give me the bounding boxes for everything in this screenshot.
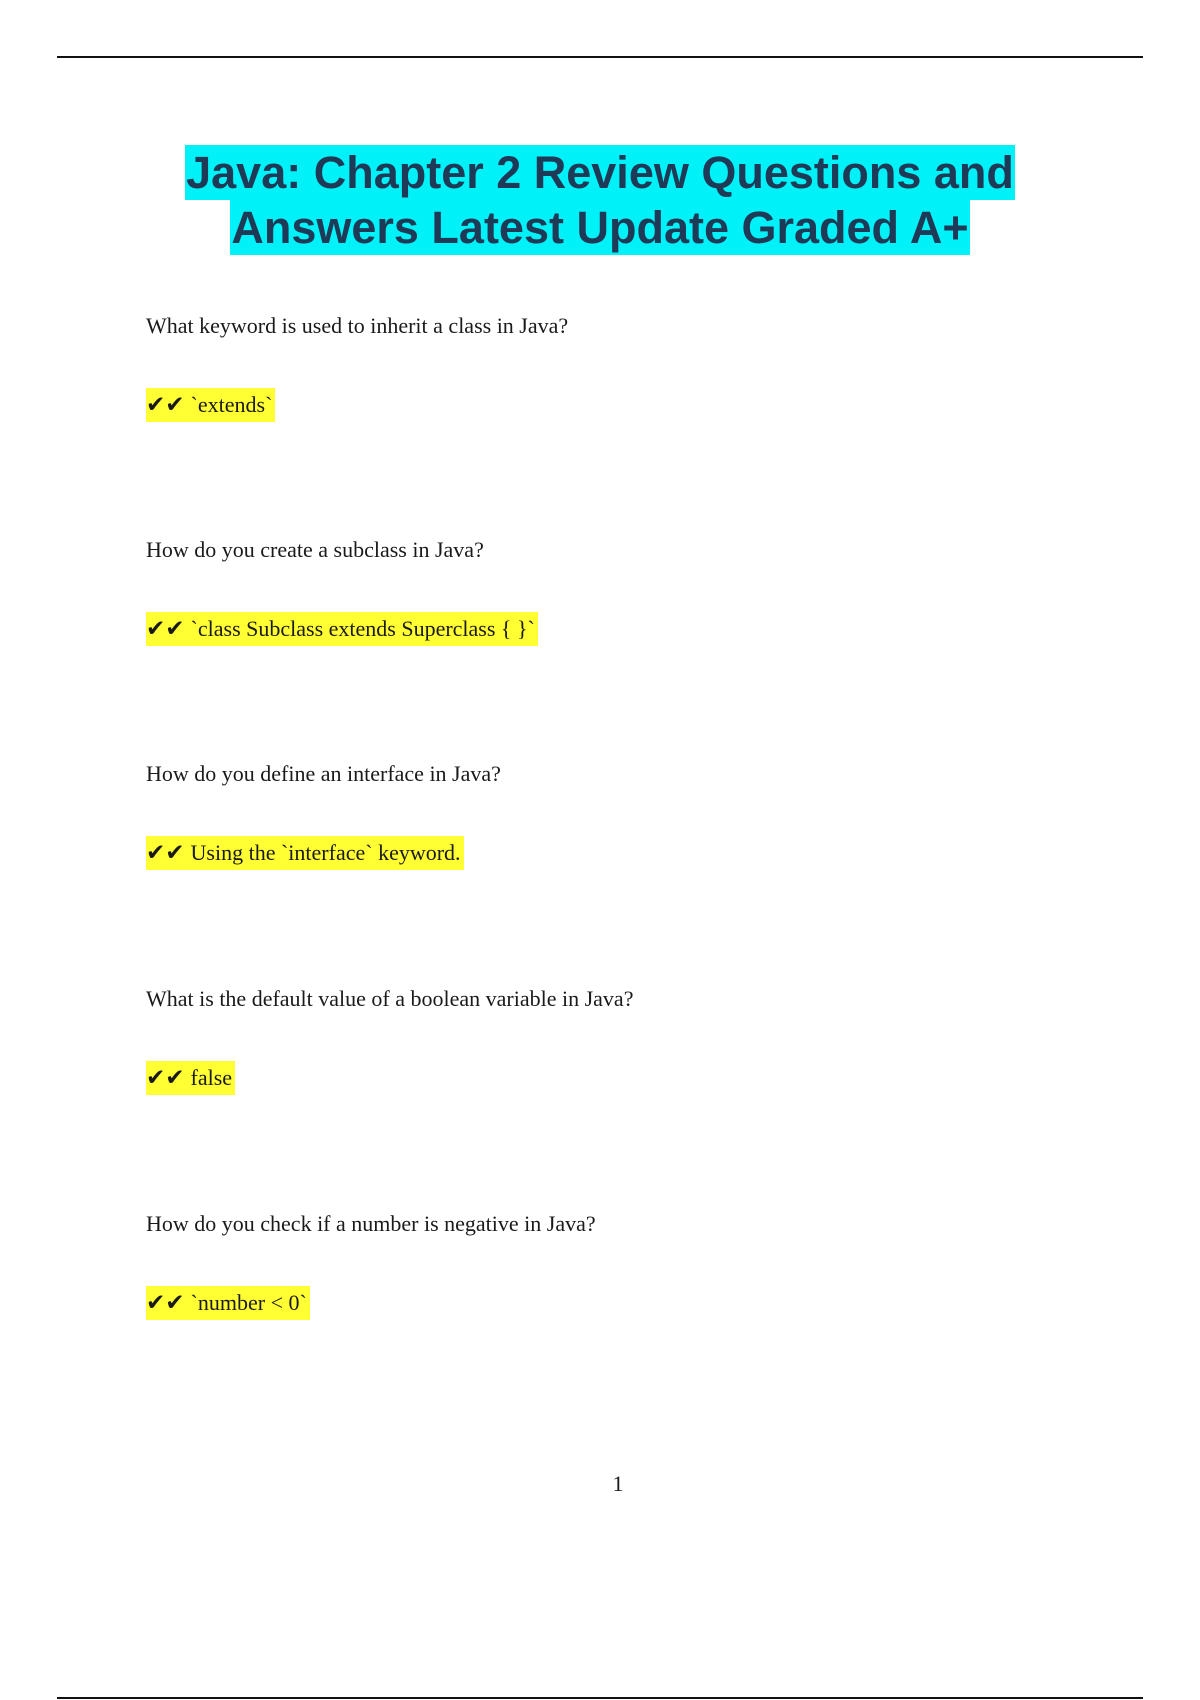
title-line-1: Java: Chapter 2 Review Questions and	[186, 147, 1014, 198]
qa-item	[146, 536, 1106, 642]
header-rule	[57, 56, 1143, 58]
answer-text	[146, 1061, 235, 1095]
question-text: What keyword is used to inherit a class in Java?	[146, 313, 569, 338]
answer-value: Using the `interface` keyword.	[190, 840, 461, 865]
question-text: How do you define an interface in Java?	[146, 761, 501, 786]
qa-item	[146, 1210, 1106, 1316]
title-line-2: Answers Latest Update Graded A+	[231, 202, 969, 253]
answer-text	[146, 612, 538, 646]
qa-item	[146, 760, 1106, 866]
answer-text	[146, 836, 464, 870]
answer-text	[146, 388, 275, 422]
double-check-icon: ✔✔	[146, 1290, 185, 1316]
double-check-icon: ✔✔	[146, 840, 185, 866]
question-text: What is the default value of a boolean variable in Java?	[146, 986, 634, 1011]
double-check-icon: ✔✔	[146, 1065, 185, 1091]
double-check-icon: ✔✔	[146, 392, 185, 418]
answer-text	[146, 1286, 310, 1320]
answer-value: `number < 0`	[190, 1290, 307, 1315]
question-text: How do you create a subclass in Java?	[146, 537, 484, 562]
double-check-icon: ✔✔	[146, 616, 185, 642]
footer-rule	[57, 1697, 1143, 1699]
document-title	[0, 145, 1200, 255]
qa-item	[146, 312, 1106, 418]
page-number: 1	[612, 1471, 624, 1496]
answer-value: `extends`	[190, 392, 273, 417]
answer-value: `class Subclass extends Superclass { }`	[190, 616, 535, 641]
qa-item	[146, 985, 1106, 1091]
question-text: How do you check if a number is negative in Java?	[146, 1211, 596, 1236]
answer-value: false	[190, 1065, 233, 1090]
